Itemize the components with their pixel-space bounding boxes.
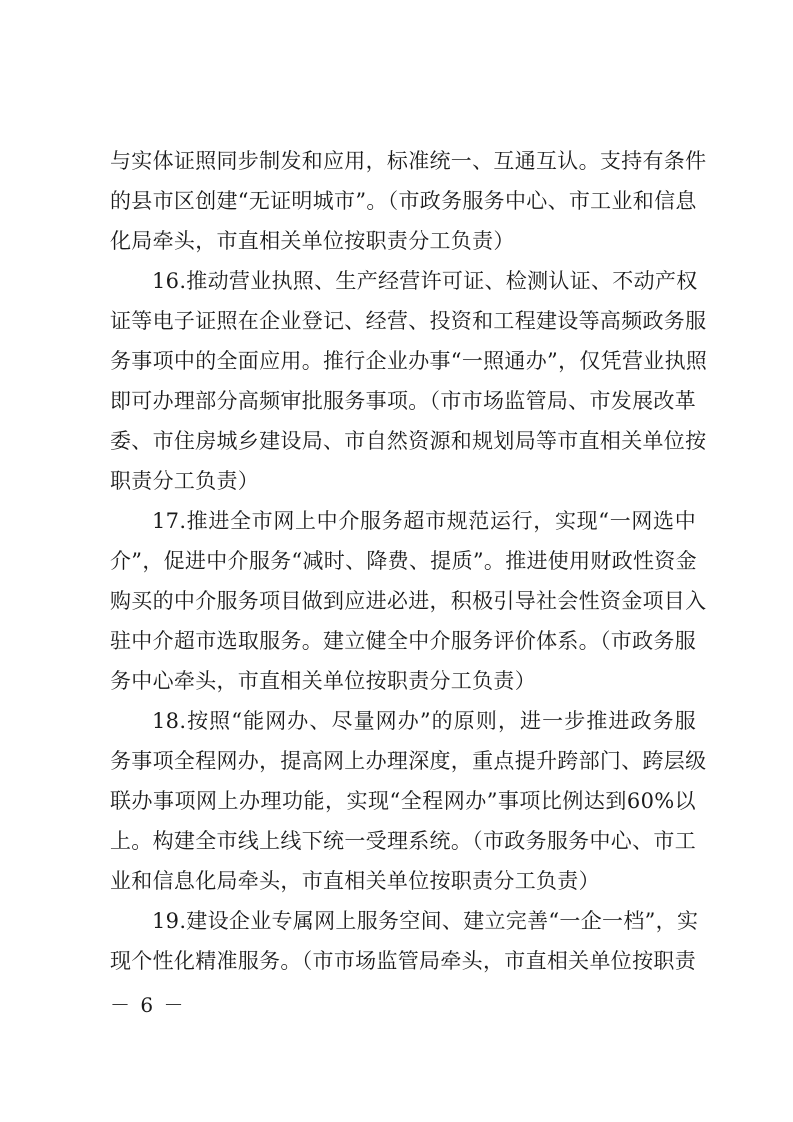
paragraph-item-17 [110, 501, 707, 701]
text-line: 即可办理部分高频审批服务事项。（市市场监管局、市发展改革 [110, 389, 696, 413]
text-line: 驻中介超市选取服务。建立健全中介服务评价体系。（市政务服 [110, 629, 696, 653]
text-line: 19.建设企业专属网上服务空间、建立完善“一企一档”，实 [152, 909, 699, 933]
text-line: 现个性化精准服务。（市市场监管局牵头，市直相关单位按职责 [110, 949, 696, 973]
text-line: 购买的中介服务项目做到应进必进，积极引导社会性资金项目入 [110, 589, 707, 613]
text-line: 业和信息化局牵头，市直相关单位按职责分工负责） [110, 869, 600, 893]
text-line: 上。构建全市线上线下统一受理系统。（市政务服务中心、市工 [110, 829, 696, 853]
paragraph-item-16 [110, 261, 708, 501]
text-line: 证等电子证照在企业登记、经营、投资和工程建设等高频政务服 [110, 309, 707, 333]
text-line: 务中心牵头，市直相关单位按职责分工负责） [110, 669, 536, 693]
text-line: 务事项全程网办，提高网上办理深度，重点提升跨部门、跨层级 [110, 749, 707, 773]
text-line: 的县市区创建“无证明城市”。（市政务服务中心、市工业和信息 [110, 189, 697, 213]
paragraph-item-18 [110, 701, 707, 901]
document-body [110, 141, 708, 981]
text-line: 17.推进全市网上中介服务超市规范运行，实现“一网选中 [152, 509, 696, 533]
paragraph-continuation [110, 141, 707, 261]
text-line: 联办事项网上办理功能，实现“全程网办”事项比例达到60%以 [110, 789, 696, 813]
page-number: － 6 － [110, 993, 186, 1017]
text-line: 16.推动营业执照、生产经营许可证、检测认证、不动产权 [152, 269, 698, 293]
paragraph-item-19 [110, 901, 699, 981]
text-line: 介”，促进中介服务“减时、降费、提质”。推进使用财政性资金 [110, 549, 697, 573]
text-line: 务事项中的全面应用。推行企业办事“一照通办”，仅凭营业执照 [110, 349, 708, 373]
text-line: 18.按照“能网办、尽量网办”的原则，进一步推进政务服 [152, 709, 696, 733]
text-line: 委、市住房城乡建设局、市自然资源和规划局等市直相关单位按 [110, 429, 707, 453]
text-line: 职责分工负责） [110, 469, 260, 493]
text-line: 与实体证照同步制发和应用，标准统一、互通互认。支持有条件 [110, 149, 707, 173]
text-line: 化局牵头，市直相关单位按职责分工负责） [110, 229, 515, 253]
